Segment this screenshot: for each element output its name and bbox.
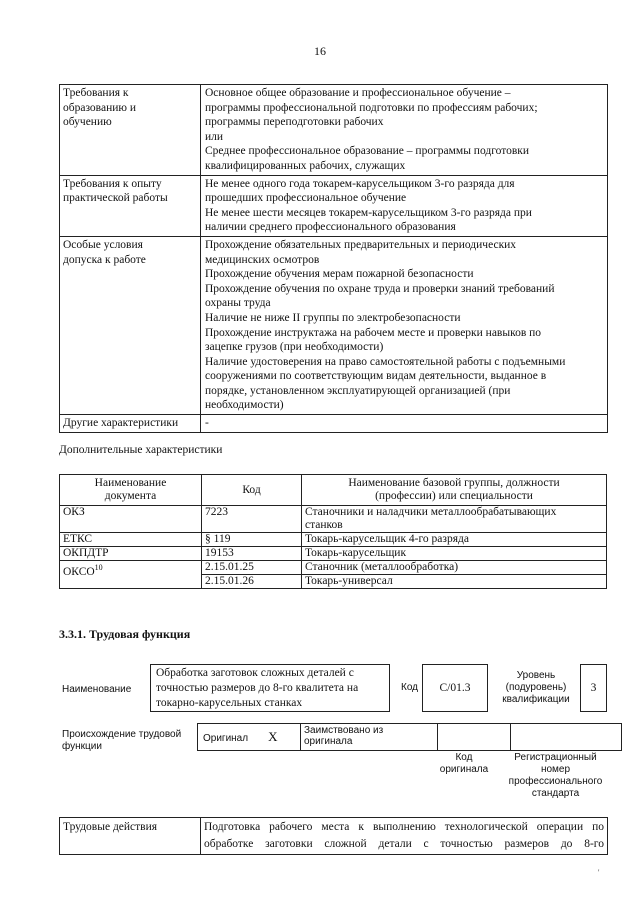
cell-code: § 119 <box>202 533 302 547</box>
level-box: 3 <box>580 664 607 712</box>
cell-name: Токарь-карусельщик 4-го разряда <box>302 533 607 547</box>
row-value: Основное общее образование и профессиональное обучение – программы профессиональной подготовки по профессиям рабочих; программы переподготовки рабочих или Среднее профессиональное образование – программы подготовки квалифицированных рабочих, служащих <box>201 85 608 176</box>
table-row <box>60 175 608 236</box>
row-value: - <box>201 415 608 433</box>
labor-actions-table <box>59 817 608 855</box>
borrowed-cell: Заимствовано из оригинала <box>301 724 438 751</box>
cell-code: 2.15.01.25 <box>202 561 302 575</box>
row-value: Не менее одного года токарем-карусельщиком 3-го разряда для прошедших профессиональное обучение Не менее шести месяцев токарем-карусельщиком 3-го разряда при наличии среднего профессионального образования <box>201 175 608 236</box>
cell-code: 19153 <box>202 547 302 561</box>
table-row <box>60 236 608 414</box>
code-label: Код <box>401 682 419 693</box>
function-name-box: Обработка заготовок сложных деталей с точностью размеров до 8-го квалитета на токарно-карусельных станках <box>150 664 390 712</box>
additional-characteristics-table <box>59 474 607 589</box>
name-label: Наименование <box>62 684 132 695</box>
col-header-document: Наименование документа <box>60 475 202 506</box>
cell-doc: ОКЗ <box>60 506 202 533</box>
table-row <box>60 818 608 855</box>
row-label: Требования к опыту практической работы <box>60 175 201 236</box>
cell-name: Токарь-карусельщик <box>302 547 607 561</box>
section-title: 3.3.1. Трудовая функция <box>59 627 191 641</box>
level-label: Уровень (подуровень) квалификации <box>502 670 570 705</box>
col-header-code: Код <box>202 475 302 506</box>
original-mark: Х <box>268 729 278 744</box>
cell-doc: ОКПДТР <box>60 547 202 561</box>
original-cell: Оригинал Х <box>198 724 301 751</box>
table-row <box>60 415 608 433</box>
cell-doc: ЕТКС <box>60 533 202 547</box>
origin-table <box>197 723 622 751</box>
table-row <box>60 533 607 547</box>
table-row <box>60 85 608 176</box>
col-header-group: Наименование базовой группы, должности (профессии) или специальности <box>302 475 607 506</box>
code-box: С/01.3 <box>422 664 488 712</box>
cell-code: 2.15.01.26 <box>202 575 302 589</box>
cell-code: 7223 <box>202 506 302 533</box>
original-code-caption: Код оригинала <box>439 752 489 775</box>
table-header-row <box>60 475 607 506</box>
row-label: Требования к образованию и обучению <box>60 85 201 176</box>
cell-name: Станочник (металлообработка) <box>302 561 607 575</box>
stray-mark: ' <box>598 868 600 877</box>
cell-name: Станочники и наладчики металлообрабатывающих станков <box>302 506 607 533</box>
row-label: Особые условия допуска к работе <box>60 236 201 414</box>
table-row <box>198 724 622 751</box>
table-row <box>60 506 607 533</box>
cell-name: Токарь-универсал <box>302 575 607 589</box>
origin-label: Происхождение трудовой функции <box>62 729 182 752</box>
row-value: Прохождение обязательных предварительных и периодических медицинских осмотров Прохождение обучения мерам пожарной безопасности Прохождение обучения по охране труда и проверки знаний требований охраны труда Наличие не ниже II группы по электробезопасности Прохождение инструктажа на рабочем месте и проверки навыков по зацепке грузов (при необходимости) Наличие удостоверения на право самостоятельной работы с подъемными сооружениями по соответствующим видам деятельности, выданное в порядке, установленном эксплуатирующей организацией (при необходимости) <box>201 236 608 414</box>
row-label: Другие характеристики <box>60 415 201 433</box>
requirements-table <box>59 84 608 433</box>
cell-doc: ОКСО$^{10}$ <box>60 561 202 589</box>
registration-number-cell <box>511 724 622 751</box>
table-row <box>60 547 607 561</box>
table-row <box>60 561 607 575</box>
additional-characteristics-title: Дополнительные характеристики <box>59 444 223 456</box>
registration-caption: Регистрационный номер профессионального стандарта <box>508 752 603 799</box>
original-code-cell <box>438 724 511 751</box>
row-value: Подготовка рабочего места к выполнению технологической операции по обработке заготовки сложной детали с точностью размеров до 8-го <box>201 818 608 855</box>
row-label: Трудовые действия <box>60 818 201 855</box>
page-number: 16 <box>314 44 326 58</box>
